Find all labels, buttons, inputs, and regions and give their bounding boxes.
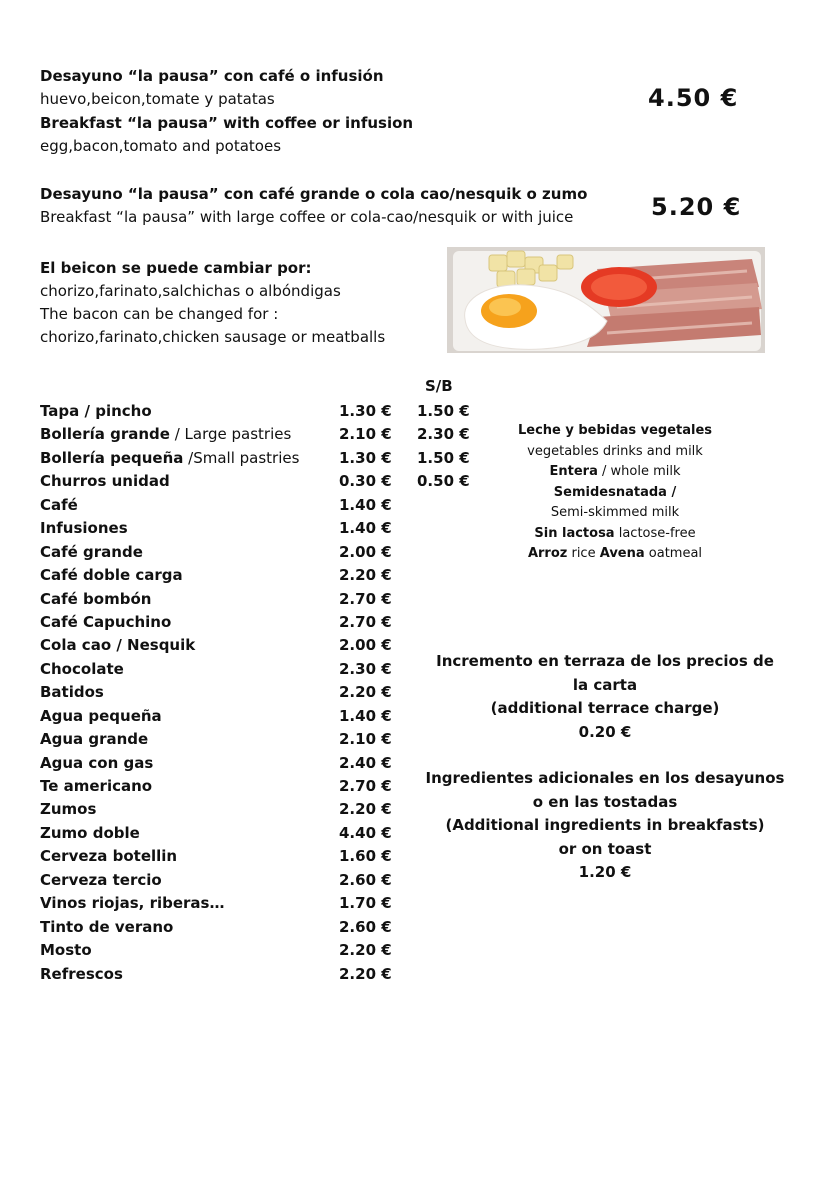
menu-item-price-sb: 1.50 € [417,448,470,467]
menu-item-price: 1.30 € [339,402,392,420]
menu-item-price: 2.20 € [339,964,392,983]
menu-item-name [40,447,299,470]
menu-item-price-sb: 0.50 € [417,472,470,491]
milk-title: Leche y bebidas vegetales [517,423,713,438]
menu-row [40,611,500,634]
menu-item-name-es: Café bombón [40,589,152,608]
menu-item-price: 2.40 € [339,753,392,772]
menu-item-price: 2.20 € [339,800,392,819]
menu-item-name [40,775,152,798]
menu-item-price: 2.70 € [339,612,392,631]
menu-item-name-es: Mosto [40,941,92,960]
menu-item-name-en: / Large pastries [169,425,292,444]
menu-item-price: 2.10 € [339,425,392,444]
menu-item-name [40,564,183,587]
milk-subtitle: vegetables drinks and milk [527,443,703,459]
menu-item-name [40,728,148,751]
breakfast1-title-en: Breakfast “la pausa” with coffee or infusion [40,114,414,132]
extras-line1: Ingredientes adicionales en los desayunos [425,769,785,787]
menu-item-name-es: Zumo doble [40,823,140,842]
menu-item-price-sb: 1.50 € [417,402,470,420]
menu-item-price: 2.00 € [339,636,392,655]
menu-item-name-es: Café doble carga [40,566,183,585]
menu-item-name-es: Zumos [40,800,97,819]
breakfast-photo [447,247,765,353]
menu-item-name-es: Chocolate [40,659,124,678]
menu-item-name [40,939,92,962]
menu-row [40,494,500,517]
menu-item-name-es: Agua grande [40,730,149,749]
breakfast1-title-es: Desayuno “la pausa” con café o infusión [40,67,384,85]
milk-whole-es: Entera [549,464,598,479]
milk-lactose [505,524,725,545]
breakfast2-price: 5.20 € [651,193,742,221]
terrace-line2: la carta [572,675,638,694]
menu-item-name-es: Agua con gas [40,753,154,772]
bacon-swap-items-en: chorizo,farinato,chicken sausage or meatballs [40,328,386,346]
menu-item-price: 2.10 € [339,730,392,749]
milk-semi-en: Semi-skimmed milk [550,505,680,520]
menu-item-name [40,963,123,986]
menu-item-price: 2.70 € [339,777,392,795]
menu-item-name-es: Tapa / pincho [40,402,152,420]
menu-item-name-es: Tinto de verano [40,917,174,936]
terrace-line3: (additional terrace charge) [490,699,720,717]
menu-item-price: 2.30 € [339,659,392,678]
menu-item-name [40,658,124,681]
menu-item-price: 2.20 € [339,566,392,585]
milk-options [505,421,725,565]
menu-item-price: 1.60 € [339,847,392,866]
breakfast1-price: 4.50 € [648,84,739,112]
menu-item-price: 2.60 € [339,870,392,889]
menu-item-name-es: Café grande [40,542,143,561]
menu-item-name-es: Vinos riojas, riberas… [40,894,225,913]
bacon-swap-title-en: The bacon can be changed for : [40,305,279,323]
menu-item-name-es: Infusiones [40,519,128,538]
menu-row [40,916,500,939]
extras-line3: (Additional ingredients in breakfasts) [445,816,765,834]
breakfast2-title-en: Breakfast “la pausa” with large coffee or cola-cao/nesquik or with juice [40,208,574,226]
menu-item-name-es: Café [40,495,78,514]
menu-item-name-es: Cerveza tercio [40,870,162,889]
menu-item-name-es: Bollería grande [40,425,170,444]
menu-item-price: 2.20 € [339,683,392,702]
menu-item-name-es: Café Capuchino [40,612,172,631]
milk-lactose-en: lactose-free [614,525,696,541]
terrace-charge [425,650,785,744]
menu-item-price: 1.40 € [339,706,392,725]
menu-item-name [40,494,78,517]
menu-item-name [40,705,162,728]
menu-row [40,470,500,493]
menu-item-name-en: /Small pastries [183,448,300,467]
menu-item-name [40,517,128,540]
sb-column-header: S/B [425,377,453,395]
menu-row [40,541,500,564]
menu-item-name [40,611,171,634]
menu-item-name [40,822,140,845]
menu-item-name-es: Refrescos [40,964,123,983]
menu-item-price: 2.70 € [339,589,392,608]
menu-item-price: 1.40 € [339,519,392,538]
menu-item-name [40,470,170,493]
menu-row [40,588,500,611]
menu-item-name-es: Bollería pequeña [40,448,184,467]
menu-item-name-es: Churros unidad [40,472,170,491]
milk-rice-es: Arroz [527,546,568,561]
milk-oat-es: Avena [599,546,645,561]
milk-oat-en: oatmeal [644,546,703,561]
menu-row [40,939,500,962]
extras-line2: o en las tostadas [532,792,678,811]
menu-row [40,423,500,446]
menu-item-price: 1.40 € [339,495,392,514]
menu-item-name-es: Batidos [40,683,104,702]
breakfast2-title-es: Desayuno “la pausa” con café grande o cola cao/nesquik o zumo [40,185,588,203]
menu-item-name [40,541,143,564]
milk-whole-en: / whole milk [597,464,681,479]
menu-item-price: 2.60 € [339,917,392,936]
menu-item-name [40,892,224,915]
menu-item-price: 1.70 € [339,894,392,913]
menu-item-name [40,869,162,892]
menu-item-name [40,634,195,657]
menu-item-price: 0.30 € [339,472,392,491]
menu-item-name-es: Cola cao / Nesquik [40,636,196,655]
menu-row [40,517,500,540]
menu-item-name [40,916,173,939]
breakfast1-items-en: egg,bacon,tomato and potatoes [40,137,282,155]
menu-item-price: 4.40 € [339,823,392,842]
menu-row [40,892,500,915]
menu-row [40,447,500,470]
menu-item-price: 2.00 € [339,542,392,561]
milk-whole [505,462,725,483]
milk-rice-oat [505,544,725,565]
extras-price: 1.20 € [578,863,632,881]
menu-item-name [40,588,151,611]
menu-row [40,400,500,423]
menu-row [40,963,500,986]
menu-item-name-es: Agua pequeña [40,706,162,725]
bacon-swap-items-es: chorizo,farinato,salchichas o albóndigas [40,282,341,300]
milk-semi-es: Semidesnatada / [553,484,677,500]
menu-item-name [40,400,152,423]
menu-item-name [40,681,104,704]
extras-line4: or on toast [558,839,652,858]
milk-rice-en: rice [567,546,600,561]
menu-row [40,564,500,587]
terrace-price: 0.20 € [578,722,632,741]
menu-item-name-es: Cerveza botellin [40,847,178,866]
menu-item-name [40,845,177,868]
breakfast1-items-es: huevo,beicon,tomate y patatas [40,90,275,108]
menu-item-name [40,423,291,446]
menu-item-name [40,798,96,821]
menu-item-price: 1.30 € [339,448,392,467]
menu-item-price: 2.20 € [339,941,392,960]
extras-charge [425,767,785,885]
bacon-swap-title-es: El beicon se puede cambiar por: [40,259,312,277]
menu-item-price-sb: 2.30 € [417,425,470,444]
menu-item-name [40,752,153,775]
menu-item-name-es: Te americano [40,777,153,795]
terrace-line1: Incremento en terraza de los precios de [436,652,774,670]
milk-lactose-es: Sin lactosa [534,525,615,541]
